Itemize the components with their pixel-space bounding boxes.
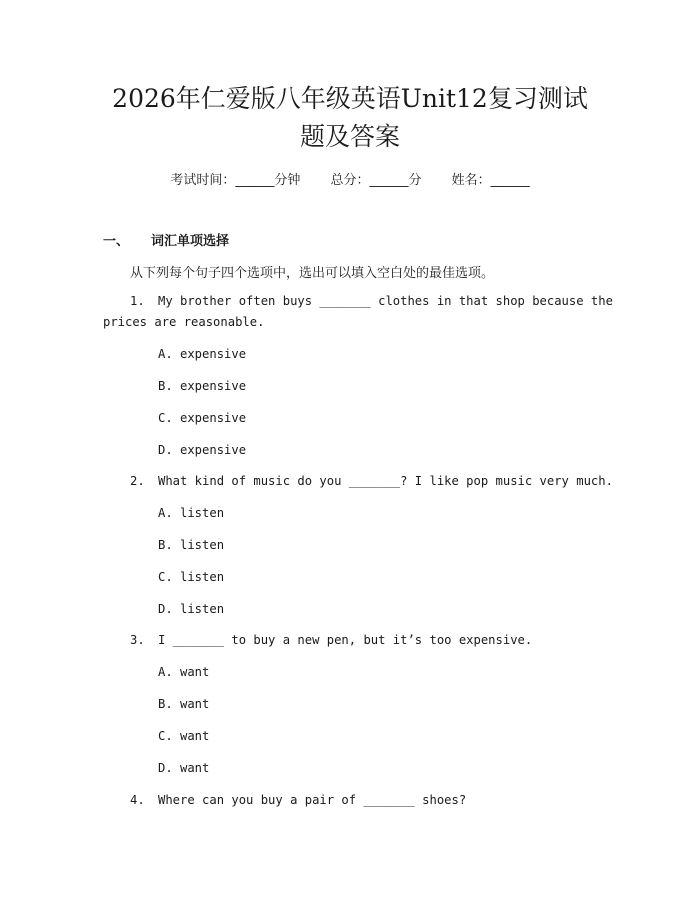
title-line-2: 题及答案 xyxy=(299,122,400,151)
document-title xyxy=(60,80,640,156)
question-1 xyxy=(130,294,613,308)
option-3b: B. want xyxy=(158,697,210,711)
option-3d: D. want xyxy=(158,761,210,775)
section-instruction: 从下列每个句子四个选项中，选出可以填入空白处的最佳选项。 xyxy=(130,266,495,281)
option-1d: D. expensive xyxy=(158,443,247,457)
question-4 xyxy=(130,793,466,807)
exam-time: 考试时间：______分钟 xyxy=(170,173,301,188)
section-title: 词汇单项选择 xyxy=(151,234,230,249)
option-1a: A. expensive xyxy=(158,347,247,361)
option-2a: A. listen xyxy=(158,506,225,520)
section-number: 一、 xyxy=(103,234,130,249)
question-2 xyxy=(130,474,613,488)
title-line-1: 2026年仁爱版八年级英语Unit12复习测试 xyxy=(112,84,588,113)
question-number: 1. xyxy=(130,294,145,308)
option-3c: C. want xyxy=(158,729,210,743)
section-heading xyxy=(103,230,229,249)
exam-meta xyxy=(0,169,700,188)
question-text: Where can you buy a pair of _______ shoes? xyxy=(158,793,467,807)
question-number: 2. xyxy=(130,474,145,488)
option-2c: C. listen xyxy=(158,570,225,584)
question-3 xyxy=(130,633,532,647)
option-2b: B. listen xyxy=(158,538,225,552)
option-2d: D. listen xyxy=(158,602,225,616)
question-1-continuation: prices are reasonable. xyxy=(103,315,265,329)
student-name: 姓名：______ xyxy=(451,173,530,188)
question-number: 4. xyxy=(130,793,145,807)
option-1b: B. expensive xyxy=(158,379,247,393)
question-text: My brother often buys _______ clothes in that shop because the xyxy=(158,294,613,308)
option-3a: A. want xyxy=(158,665,210,679)
exam-total-score: 总分：______分 xyxy=(330,173,422,188)
option-1c: C. expensive xyxy=(158,411,247,425)
question-text: What kind of music do you _______? I like pop music very much. xyxy=(158,474,613,488)
question-number: 3. xyxy=(130,633,145,647)
question-text: I _______ to buy a new pen, but it’s too expensive. xyxy=(158,633,533,647)
